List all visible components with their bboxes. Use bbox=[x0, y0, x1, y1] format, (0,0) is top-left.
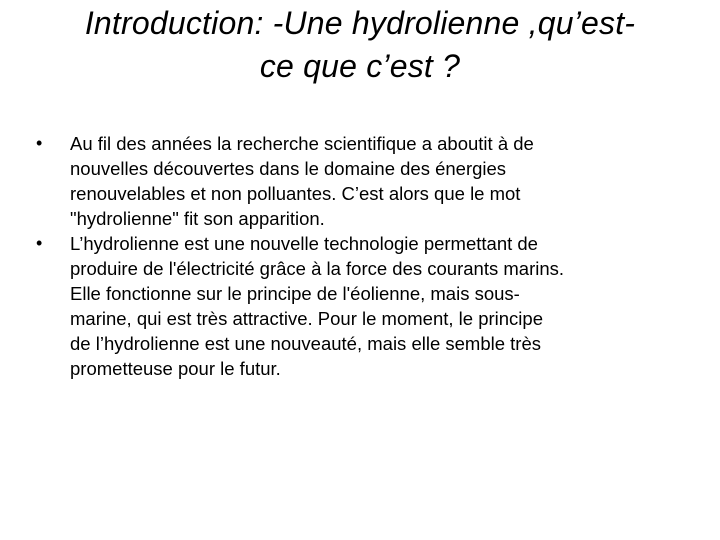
bullet-text-line: L’hydrolienne est une nouvelle technologie permettant de bbox=[70, 233, 538, 254]
bullet-dot-icon: • bbox=[36, 233, 43, 253]
slide-title-line-2: ce que c’est ? bbox=[259, 48, 461, 84]
bullet-text-line: prometteuse pour le futur. bbox=[70, 358, 281, 379]
bullet-text-line: produire de l'électricité grâce à la force des courants marins. bbox=[70, 258, 565, 279]
bullet-item-technology bbox=[36, 231, 686, 381]
bullet-text-line: renouvelables et non polluantes. C’est alors que le mot bbox=[70, 183, 521, 204]
bullet-text-line: "hydrolienne" fit son apparition. bbox=[70, 208, 325, 229]
bullet-text-line: Elle fonctionne sur le principe de l'éolienne, mais sous- bbox=[70, 283, 520, 304]
bullet-text-line: nouvelles découvertes dans le domaine des énergies bbox=[70, 158, 507, 179]
bullet-list bbox=[36, 131, 686, 381]
slide-title-line-1: Introduction: -Une hydrolienne ,qu’est- bbox=[84, 5, 636, 41]
bullet-item-research bbox=[36, 131, 686, 231]
slide-title bbox=[30, 2, 690, 88]
bullet-text-line: Au fil des années la recherche scientifique a aboutit à de bbox=[70, 133, 534, 154]
bullet-text-line: de l’hydrolienne est une nouveauté, mais elle semble très bbox=[70, 333, 542, 354]
bullet-dot-icon: • bbox=[36, 133, 43, 153]
bullet-text-line: marine, qui est très attractive. Pour le moment, le principe bbox=[70, 308, 543, 329]
